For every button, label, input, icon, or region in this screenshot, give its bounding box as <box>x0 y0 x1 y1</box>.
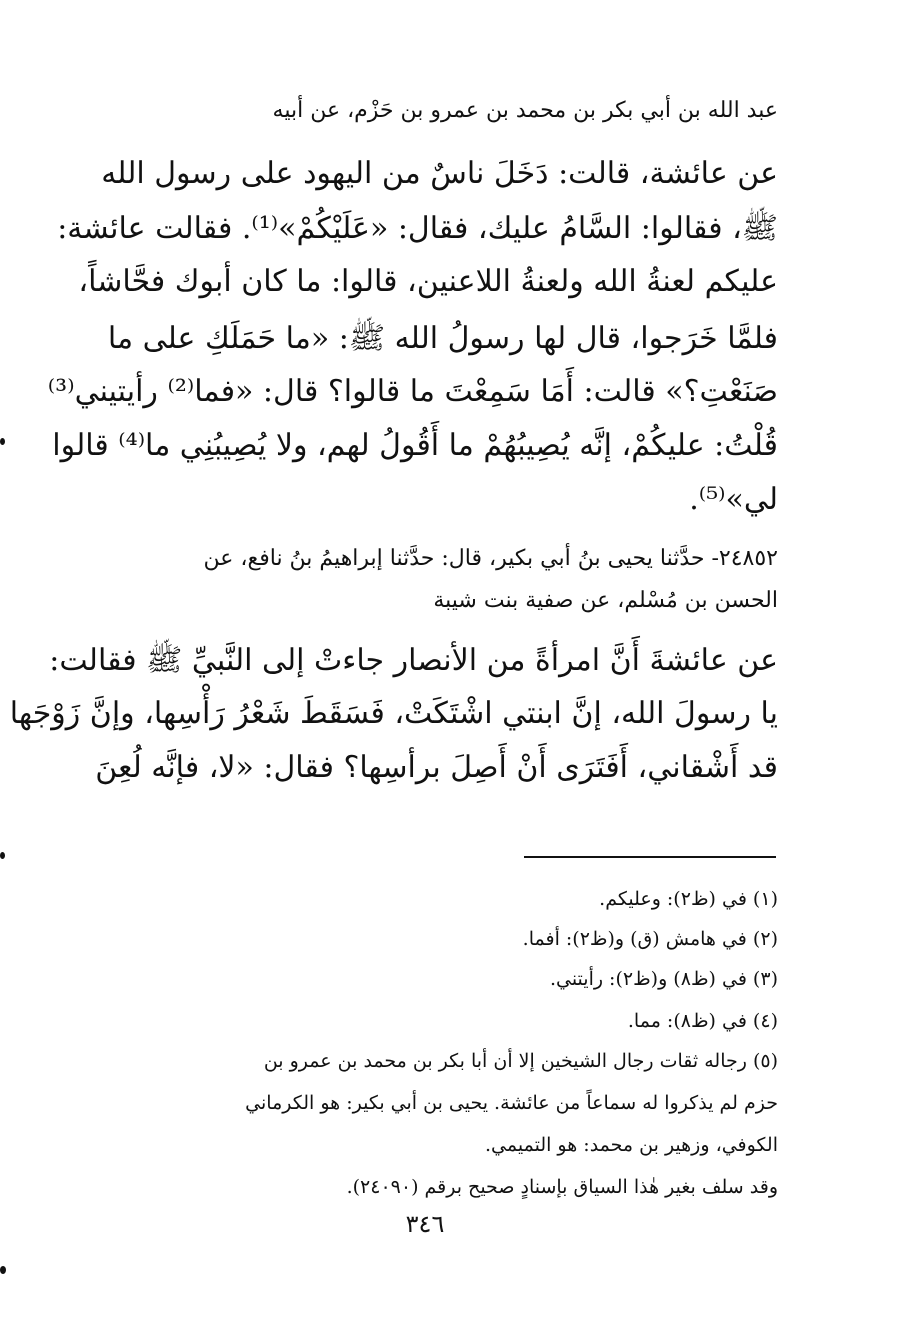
footnote-divider <box>524 856 776 858</box>
matn-line: فلمَّا خَرَجوا، قال لها رسولُ الله ﷺ: «ما حَمَلَكِ على ما <box>107 321 778 356</box>
footnote: (٥) رجاله ثقات رجال الشيخين إلا أن أبا بكر بن محمد بن عمرو بن <box>263 1050 778 1072</box>
scan-mark <box>0 852 5 859</box>
matn-line: لي»⁽⁵⁾. <box>689 482 778 517</box>
matn-line: عليكم لعنةُ الله ولعنةُ اللاعنين، قالوا: ما كان أبوك فحَّاشاً، <box>78 264 778 299</box>
matn-line: ﷺ، فقالوا: السَّامُ عليك، فقال: «عَلَيْكُمْ»⁽¹⁾. فقالت عائشة: <box>57 211 778 246</box>
matn-line: قد أَشْقاني، أَفَتَرَى أَنْ أَصِلَ برأسِها؟ فقال: «لا، فإنَّه لُعِنَ <box>95 750 778 785</box>
isnad-line: الحسن بن مُسْلم، عن صفية بنت شيبة <box>433 588 778 613</box>
page-number: ٣٤٦ <box>405 1210 445 1238</box>
matn-line: عن عائشة، قالت: دَخَلَ ناسٌ من اليهود على رسول الله <box>101 156 778 191</box>
matn-line: عن عائشةَ أَنَّ امرأةً من الأنصار جاءتْ إلى النَّبيِّ ﷺ فقالت: <box>49 643 778 678</box>
scan-mark <box>0 1266 6 1274</box>
footnote: وقد سلف بغير هٰذا السياق بإسنادٍ صحيح برقم (٢٤٠٩٠). <box>346 1176 778 1198</box>
scan-mark <box>0 438 5 445</box>
isnad-previous: عبد الله بن أبي بكر بن محمد بن عمرو بن حَزْم، عن أبيه <box>272 98 778 123</box>
footnote: حزم لم يذكروا له سماعاً من عائشة. يحيى بن أبي بكير: هو الكرماني <box>245 1092 778 1114</box>
footnote: (١) في (ظ٢): وعليكم. <box>599 888 778 910</box>
footnote: (٢) في هامش (ق) و(ظ٢): أفما. <box>522 928 778 950</box>
footnote: الكوفي، وزهير بن محمد: هو التميمي. <box>485 1134 778 1156</box>
footnote: (٤) في (ظ٨): مما. <box>627 1010 778 1032</box>
isnad-line: ٢٤٨٥٢- حدَّثنا يحيى بنُ أبي بكير، قال: حدَّثنا إبراهيمُ بنُ نافع، عن <box>203 546 778 571</box>
matn-line: يا رسولَ الله، إنَّ ابنتي اشْتَكَتْ، فَسَقَطَ شَعْرُ رَأْسِها، وإنَّ زَوْجَها <box>9 696 778 731</box>
footnote: (٣) في (ظ٨) و(ظ٢): رأيتني. <box>549 968 778 990</box>
matn-line: صَنَعْتِ؟» قالت: أَمَا سَمِعْتَ ما قالوا؟ قال: «فما⁽²⁾ رأيتيني⁽³⁾ <box>47 374 778 409</box>
matn-line: قُلْتُ: عليكُمْ، إنَّه يُصِيبُهُمْ ما أَقُولُ لهم، ولا يُصِيبُنِي ما⁽⁴⁾ قالوا <box>52 428 778 463</box>
